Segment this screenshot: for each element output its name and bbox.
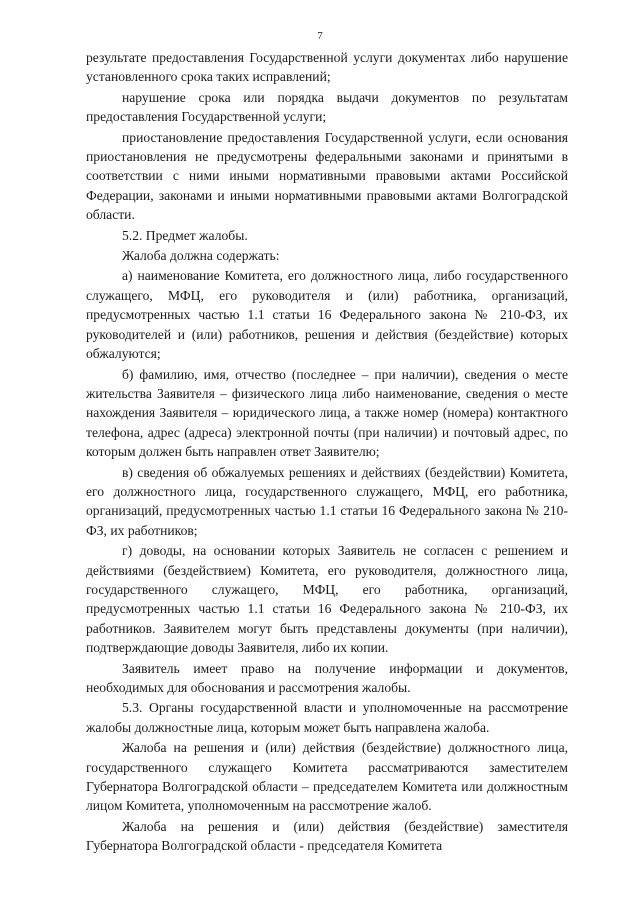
paragraph: Жалоба на решения и (или) действия (бездействие) должностного лица, государственного служащего Комитета рассматриваются заместителем Губернатора Волгоградской области – председателем Комитета или должностным лицом Комитета, уполномоченным на рассмотрение жалоб.	[86, 740, 568, 814]
paragraph: Жалоба должна содержать:	[122, 248, 280, 264]
paragraph: результате предоставления Государственной услуги документах либо нарушение установленного срока таких исправлений;	[86, 50, 568, 85]
page-number: 7	[317, 30, 323, 42]
list-item: а) наименование Комитета, его должностного лица, либо государственного служащего, МФЦ, его руководителя и (или) работника, организаций, предусмотренных частью 1.1 статьи 16 Федерального закона № 210-ФЗ, их руководителей и (или) работников, решения и действия (бездействие) которых обжалуются;	[86, 268, 568, 362]
list-item: б) фамилию, имя, отчество (последнее – при наличии), сведения о месте жительства Заявителя – физического лица либо наименование, сведения о месте нахождения Заявителя – юридического лица, а также номер (номера) контактного телефона, адрес (адреса) электронной почты (при наличии) и почтовый адрес, по которым должен быть направлен ответ Заявителю;	[86, 366, 568, 460]
paragraph: Заявитель имеет право на получение информации и документов, необходимых для обоснования и рассмотрения жалобы.	[86, 660, 568, 695]
paragraph: нарушение срока или порядка выдачи документов по результатам предоставления Государственной услуги;	[86, 89, 568, 125]
list-item: в) сведения об обжалуемых решениях и действиях (бездействии) Комитета, его должностного лица, государственного служащего, МФЦ, его работника, организаций, предусмотренных частью 1.1 статьи 16 Федерального закона № 210-ФЗ, их работников;	[86, 464, 568, 538]
list-item: г) доводы, на основании которых Заявитель не согласен с решением и действиями (бездействием) Комитета, его руководителя, должностного лица, государственного служащего, МФЦ, его работника, организаций, предусмотренных частью 1.1 статьи 16 Федерального закона № 210-ФЗ, их работников. Заявителем могут быть представлены документы (при наличии), подтверждающие доводы Заявителя, либо их копии.	[86, 543, 568, 656]
section-heading: 5.2. Предмет жалобы.	[122, 227, 248, 243]
paragraph: Жалоба на решения и (или) действия (бездействие) заместителя Губернатора Волгоградской области - председателя Комитета	[86, 818, 568, 854]
document-body	[86, 48, 568, 857]
section-heading: 5.3. Органы государственной власти и уполномоченные на рассмотрение жалобы должностные лица, которым может быть направлена жалоба.	[86, 700, 568, 735]
paragraph: приостановление предоставления Государственной услуги, если основания приостановления не предусмотрены федеральными законами и принятыми в соответствии с ними иными нормативными правовыми актами Российской Федерации, законами и иными нормативными правовыми актами Волгоградской области.	[86, 129, 568, 223]
